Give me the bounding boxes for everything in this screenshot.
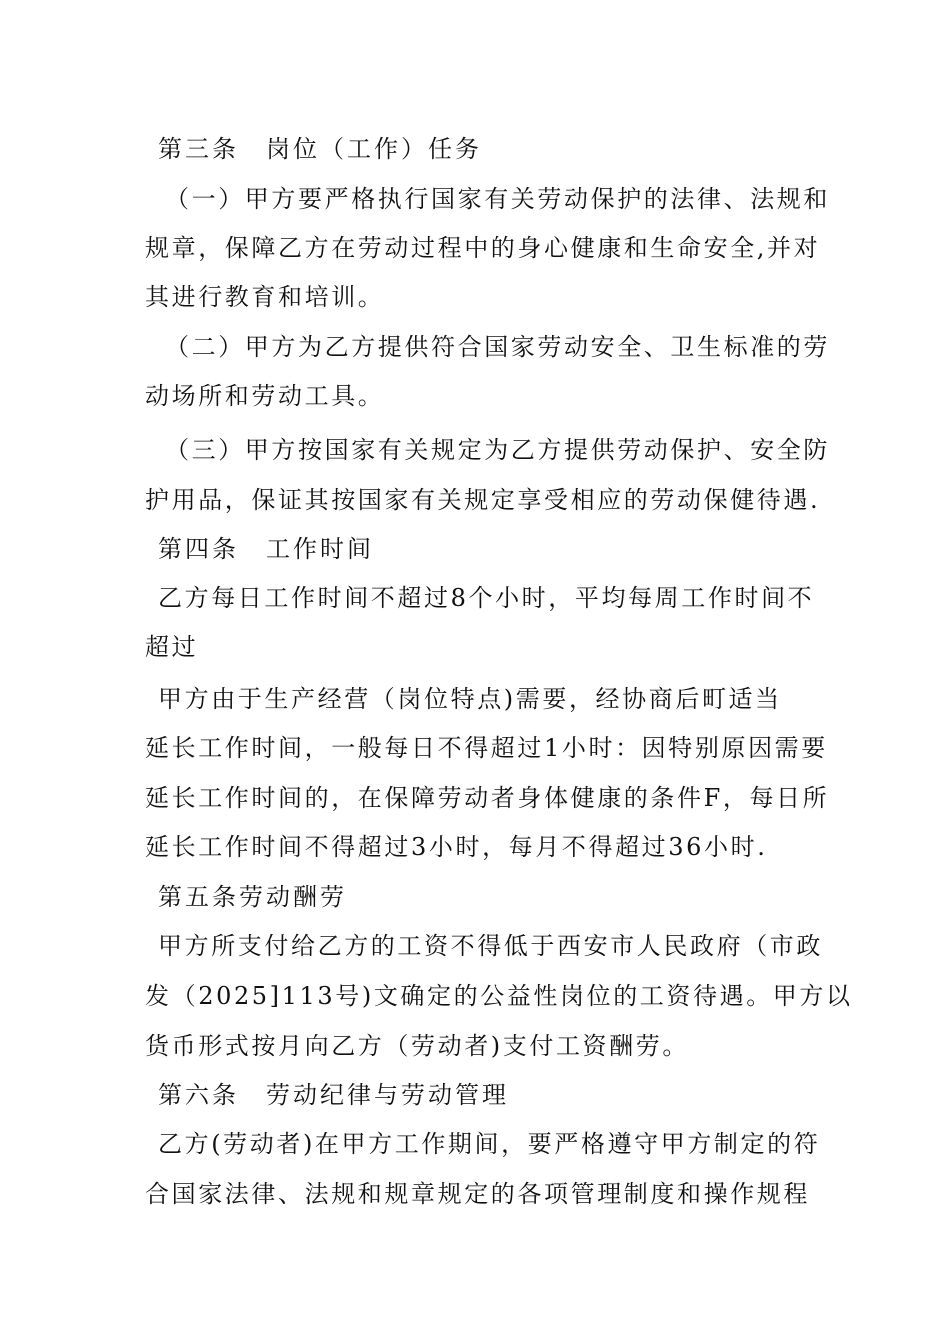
- article-3-heading: 第三条 岗位（工作）任务: [158, 135, 482, 163]
- paragraph-line: 货币形式按月向乙方（劳动者)支付工资酬劳。: [145, 1032, 689, 1060]
- paragraph-line: 延长工作时间，一般每日不得超过1小时：因特别原因需要: [145, 734, 828, 762]
- paragraph-line: 延长工作时间的，在保障劳动者身体健康的条件F，每日所: [145, 784, 830, 812]
- article-6-heading: 第六条 劳动纪律与劳动管理: [158, 1081, 509, 1109]
- article-4-heading: 第四条 工作时间: [158, 535, 374, 563]
- paragraph-line: 超过: [145, 633, 199, 661]
- paragraph-line: （一）甲方要严格执行国家有关劳动保护的法律、法规和: [165, 185, 830, 213]
- paragraph-line: 甲方所支付给乙方的工资不得低于西安市人民政府（市政: [158, 932, 823, 960]
- paragraph-line: 动场所和劳动工具。: [145, 382, 385, 410]
- paragraph-line: 乙方(劳动者)在甲方工作期间，要严格遵守甲方制定的符: [158, 1130, 821, 1158]
- paragraph-line: 发（2025]113号)文确定的公益性岗位的工资待遇。甲方以: [145, 982, 853, 1010]
- paragraph-line: 甲方由于生产经营（岗位特点)需要，经协商后町适当: [158, 685, 782, 713]
- paragraph-line: （三）甲方按国家有关规定为乙方提供劳动保护、安全防: [165, 436, 830, 464]
- article-5-heading: 第五条劳动酬劳: [158, 883, 347, 911]
- paragraph-line: 其进行教育和培训。: [145, 283, 385, 311]
- paragraph-line: 延长工作时间不得超过3小时，每月不得超过36小时.: [145, 833, 768, 861]
- paragraph-line: 护用品，保证其按国家有关规定享受相应的劳动保健待遇.: [145, 486, 821, 514]
- paragraph-line: 规章，保障乙方在劳动过程中的身心健康和生命安全,并对: [145, 234, 821, 262]
- paragraph-line: （二）甲方为乙方提供符合国家劳动安全、卫生标准的劳: [165, 333, 830, 361]
- paragraph-line: 合国家法律、法规和规章规定的各项管理制度和操作规程: [145, 1180, 810, 1208]
- paragraph-line: 乙方每日工作时间不超过8个小时，平均每周工作时间不: [158, 584, 815, 612]
